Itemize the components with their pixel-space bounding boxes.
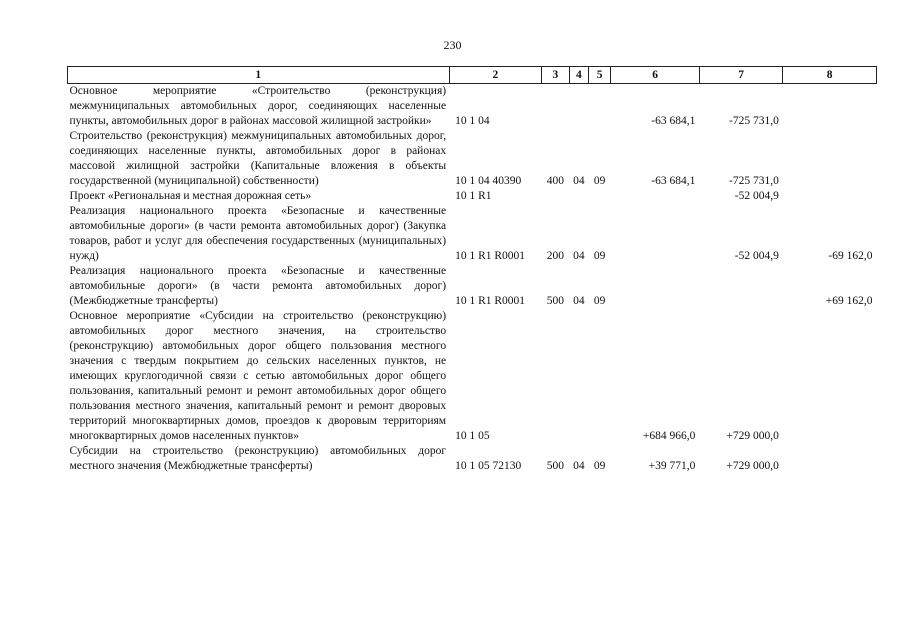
- column-header-3: 3: [542, 67, 569, 84]
- row-col7: [699, 264, 782, 309]
- column-header-4: 4: [569, 67, 588, 84]
- row-code: 10 1 04: [455, 115, 490, 127]
- column-header-name: 1: [68, 67, 450, 84]
- row-col7: -52 004,9: [734, 190, 779, 202]
- row-col6: [611, 264, 700, 309]
- column-header-code: 2: [449, 67, 542, 84]
- row-code: 10 1 05: [455, 430, 490, 442]
- row-col5: [588, 309, 610, 444]
- column-header-7: 7: [699, 67, 782, 84]
- table-row: [68, 309, 877, 444]
- row-name: Субсидии на строительство (реконструкцию) автомобильных дорог местного значения (Межбюджетные трансферты): [69, 445, 447, 472]
- row-code: 10 1 R1: [455, 190, 492, 202]
- row-code: 10 1 05 72130: [455, 460, 522, 472]
- row-code: 10 1 R1 R0001: [455, 250, 526, 262]
- table-header-row: [68, 67, 877, 84]
- row-col4: [569, 84, 588, 130]
- budget-table: [67, 66, 877, 474]
- row-col6: +684 966,0: [642, 430, 696, 442]
- row-name: Реализация национального проекта «Безопасные и качественные автомобильные дороги» (в части ремонта автомобильных дорог) (Межбюджетные трансферты): [69, 265, 447, 307]
- row-col3: [542, 309, 569, 444]
- row-col7: -725 731,0: [728, 115, 779, 127]
- row-name: Проект «Региональная и местная дорожная сеть»: [69, 190, 312, 202]
- row-col8: [783, 309, 877, 444]
- table-row: [68, 189, 877, 204]
- row-col8: [783, 84, 877, 130]
- row-col3: 500: [546, 460, 565, 472]
- row-col7: +729 000,0: [726, 460, 779, 472]
- row-col3: 400: [546, 175, 565, 187]
- row-code: 10 1 R1 R0001: [455, 295, 526, 307]
- row-col8: [783, 129, 877, 189]
- page-number: 230: [443, 38, 462, 52]
- row-col7: -52 004,9: [734, 250, 779, 262]
- row-col6: -63 684,1: [651, 175, 696, 187]
- row-col5: 09: [593, 250, 606, 262]
- row-col8: [783, 189, 877, 204]
- row-col3: 200: [546, 250, 565, 262]
- row-col4: 04: [573, 250, 585, 262]
- table-row: [68, 129, 877, 189]
- row-col3: [542, 84, 569, 130]
- row-col5: [588, 189, 610, 204]
- row-name: Реализация национального проекта «Безопасные и качественные автомобильные дороги» (в части ремонта автомобильных дорог) (Закупка товаров, работ и услуг для обеспечения государственных (муниципальных) нужд): [69, 205, 447, 262]
- row-col5: 09: [593, 460, 606, 472]
- row-name: Основное мероприятие «Строительство (реконструкция) межмуниципальных автомобильных дорог, соединяющих населенные пункты, автомобильных дорог в районах массовой жилищной застройки»: [69, 85, 447, 127]
- column-header-5: 5: [588, 67, 610, 84]
- table-row: [68, 84, 877, 130]
- row-col6: [611, 189, 700, 204]
- row-col6: +39 771,0: [648, 460, 696, 472]
- row-col4: [569, 309, 588, 444]
- row-code: 10 1 04 40390: [455, 175, 522, 187]
- row-col5: [588, 84, 610, 130]
- row-name: Строительство (реконструкция) межмуниципальных автомобильных дорог, соединяющих населенные пункты, автомобильных дорог в районах массовой жилищной застройки (Капитальные вложения в объекты государственной (муниципальной) собственности): [69, 130, 447, 187]
- column-header-6: 6: [611, 67, 700, 84]
- table-row: [68, 204, 877, 264]
- row-col8: +69 162,0: [825, 295, 873, 307]
- table-row: [68, 444, 877, 474]
- row-col7: -725 731,0: [728, 175, 779, 187]
- row-col8: -69 162,0: [828, 250, 873, 262]
- row-col3: [542, 189, 569, 204]
- row-col7: +729 000,0: [726, 430, 779, 442]
- row-col6: [611, 204, 700, 264]
- row-col4: 04: [573, 175, 585, 187]
- row-col4: [569, 189, 588, 204]
- row-col8: [783, 444, 877, 474]
- row-name: Основное мероприятие «Субсидии на строительство (реконструкцию) автомобильных дорог местного значения, на строительство (реконструкцию) автомобильных дорог общего пользования местного значения с твердым покрытием до сельских населенных пунктов, не имеющих круглогодичной связи с сетью автомобильных дорог общего пользования, капитальный ремонт и ремонт автомобильных дорог общего пользования местного значения, капитальный ремонт и ремонт дворовых территорий многоквартирных домов, проездов к дворовым территориям многоквартирных домов населенных пунктов»: [69, 310, 447, 442]
- row-col5: 09: [593, 295, 606, 307]
- row-col3: 500: [546, 295, 565, 307]
- column-header-8: 8: [783, 67, 877, 84]
- row-col5: 09: [593, 175, 606, 187]
- row-col4: 04: [573, 295, 585, 307]
- row-col4: 04: [573, 460, 585, 472]
- table-row: [68, 264, 877, 309]
- row-col6: -63 684,1: [651, 115, 696, 127]
